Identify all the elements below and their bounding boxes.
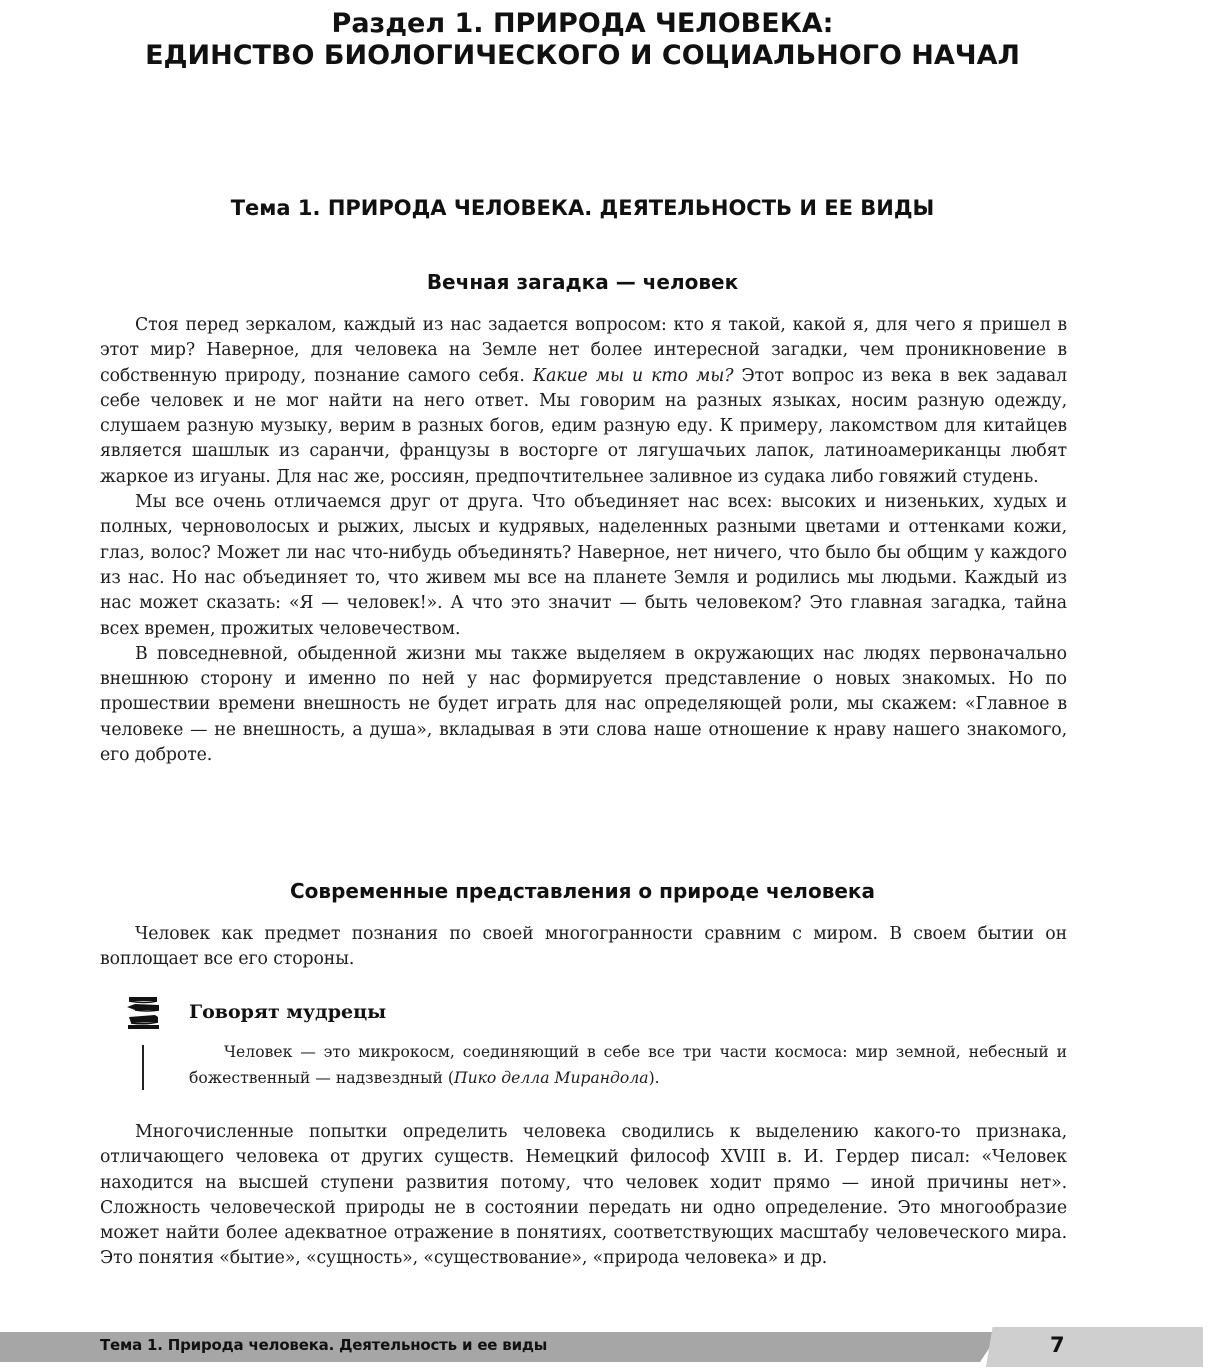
quote-bar [142,1045,144,1090]
section-title-line2: ЕДИНСТВО БИОЛОГИЧЕСКОГО И СОЦИАЛЬНОГО НАЧАЛ [145,40,1020,71]
sages-quote: Человек — это микрокосм, соединяющий в себе все три части космоса: мир земной, небесный и божественный — надзвездный (Пико делла Мирандола). [189,1043,1067,1087]
sages-title: Говорят мудрецы [189,1001,387,1023]
page-number: 7 [1050,1333,1065,1357]
heading-modern-views: Современные представления о природе человека [290,879,875,903]
italic-question: Какие мы и кто мы? [532,365,734,386]
book-stack-icon [125,993,161,1031]
quote-author: Пико делла Мирандола [453,1068,649,1087]
paragraph: В повседневной, обыденной жизни мы также выделяем в окружающих нас людях первоначально внешнюю сторону и именно по ней у нас формируется представление о новых знакомых. Но по прошествии времени внешность не будет играть для нас определяющей роли, мы скажем: «Главное в человеке — не внешность, а душа», вкладывая в эти слова наше отношение к нраву нашего знакомого, его доброте. [100,643,1067,766]
body-part1 [100,313,1067,768]
footer-tab [986,1327,1203,1367]
section-title-line1: Раздел 1. ПРИРОДА ЧЕЛОВЕКА: [331,8,834,39]
topic-title: Тема 1. ПРИРОДА ЧЕЛОВЕКА. ДЕЯТЕЛЬНОСТЬ И ЕЕ ВИДЫ [230,196,935,220]
paragraph: Мы все очень отличаемся друг от друга. Что объединяет нас всех: высоких и низеньких, худых и полных, черноволосых и рыжих, лысых и кудрявых, наделенных разными цветами и оттенками кожи, глаз, волос? Может ли нас что-нибудь объединять? Наверное, нет ничего, что было бы общим у каждого из нас. Но нас объединяет то, что живем мы все на планете Земля и родились мы людьми. Каждый из нас может сказать: «Я — человек!». А что это значит — быть человеком? Это главная загадка, тайна всех времен, прожитых человечеством. [100,492,1067,639]
paragraph: Человек как предмет познания по своей многогранности сравним с миром. В своем бытии он воплощает все его стороны. [100,924,1067,970]
section-title [0,8,1165,72]
page-footer [0,1327,1213,1367]
heading-eternal-riddle: Вечная загадка — человек [426,270,739,294]
running-title: Тема 1. Природа человека. Деятельность и ее виды [100,1336,548,1354]
body-part3 [100,1120,1067,1272]
paragraph: Многочисленные попытки определить человека сводились к выделению какого-то признака, отличающего человека от других существ. Немецкий философ XVIII в. И. Гердер писал: «Человек находится на высшей ступени развития потому, что человек ходит прямо — иной причины нет». Сложность человеческой природы не в состоянии передать ни одно определение. Это многообразие может найти более адекватное отражение в понятиях, соответствующих масштабу человеческого мира. Это понятия «бытие», «сущность», «существование», «природа человека» и др. [100,1122,1067,1269]
paragraph: Стоя перед зеркалом, каждый из нас задается вопросом: кто я такой, какой я, для чего я пришел в этот мир? Наверное, для человека на Земле нет более интересной загадки, чем проникновение в собственную природу, познание самого себя. Какие мы и кто мы? Этот вопрос из века в век задавал себе человек и не мог найти на него ответ. Мы говорим на разных языках, носим разную одежду, слушаем разную музыку, верим в разных богов, едим разную еду. К примеру, лакомством для китайцев является шашлык из саранчи, французы в восторге от лягушачьих лапок, латиноамериканцы любят жаркое из игуаны. Для нас же, россиян, предпочтительнее заливное из судака либо говяжий студень. [100,315,1067,487]
body-part2 [100,922,1067,973]
